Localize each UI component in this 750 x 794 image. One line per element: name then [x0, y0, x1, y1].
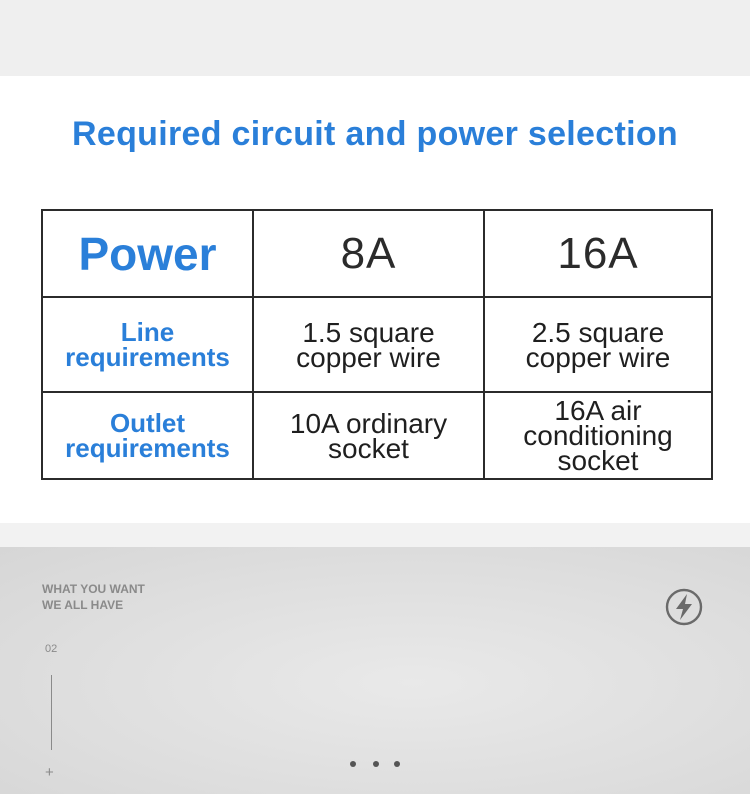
header-cell-16a — [484, 210, 712, 297]
row-label-line: requirements — [65, 432, 230, 463]
cell-text-line: 10A ordinary — [289, 407, 448, 439]
header-label: Power — [78, 227, 217, 280]
carousel-dot[interactable] — [350, 761, 356, 767]
header-value: 16A — [557, 228, 639, 278]
table-cell — [484, 297, 712, 392]
cell-text-line: socket — [557, 445, 639, 476]
table-row — [42, 297, 712, 392]
cell-text-line: 2.5 square — [531, 316, 665, 348]
header-cell-8a — [253, 210, 484, 297]
tagline-line: WE ALL HAVE — [42, 598, 124, 612]
slide-number: 02 — [45, 643, 58, 655]
row-label-line: requirements — [65, 341, 230, 372]
row-label-line: Outlet — [109, 407, 186, 438]
row-label-line: Line — [120, 316, 175, 347]
table-cell — [253, 392, 484, 479]
cell-text-line: copper wire — [296, 341, 441, 373]
spec-table — [41, 209, 713, 480]
cell-text-line: 1.5 square — [302, 316, 435, 348]
page-title: Required circuit and power selection — [72, 115, 678, 153]
table-cell — [484, 392, 712, 479]
cell-text-line: 16A air — [554, 395, 642, 426]
vertical-divider — [51, 675, 52, 750]
header-cell-power — [42, 210, 253, 297]
plus-icon[interactable]: + — [45, 764, 54, 781]
lightning-bolt-icon — [664, 587, 704, 627]
cell-text-line: socket — [328, 432, 409, 464]
carousel-dot[interactable] — [394, 761, 400, 767]
tagline-line: WHAT YOU WANT — [42, 582, 145, 596]
table-cell — [253, 297, 484, 392]
row-label-cell — [42, 297, 253, 392]
top-band — [0, 0, 750, 76]
table-row — [42, 392, 712, 479]
cell-text-line: copper wire — [525, 341, 671, 373]
table-header-row — [42, 210, 712, 297]
header-value: 8A — [340, 228, 397, 278]
carousel-dot[interactable] — [373, 761, 379, 767]
carousel-dots — [346, 758, 406, 770]
cell-text-line: conditioning — [523, 420, 673, 451]
row-label-cell — [42, 392, 253, 479]
section-divider — [0, 523, 750, 547]
banner-tagline — [42, 581, 145, 613]
